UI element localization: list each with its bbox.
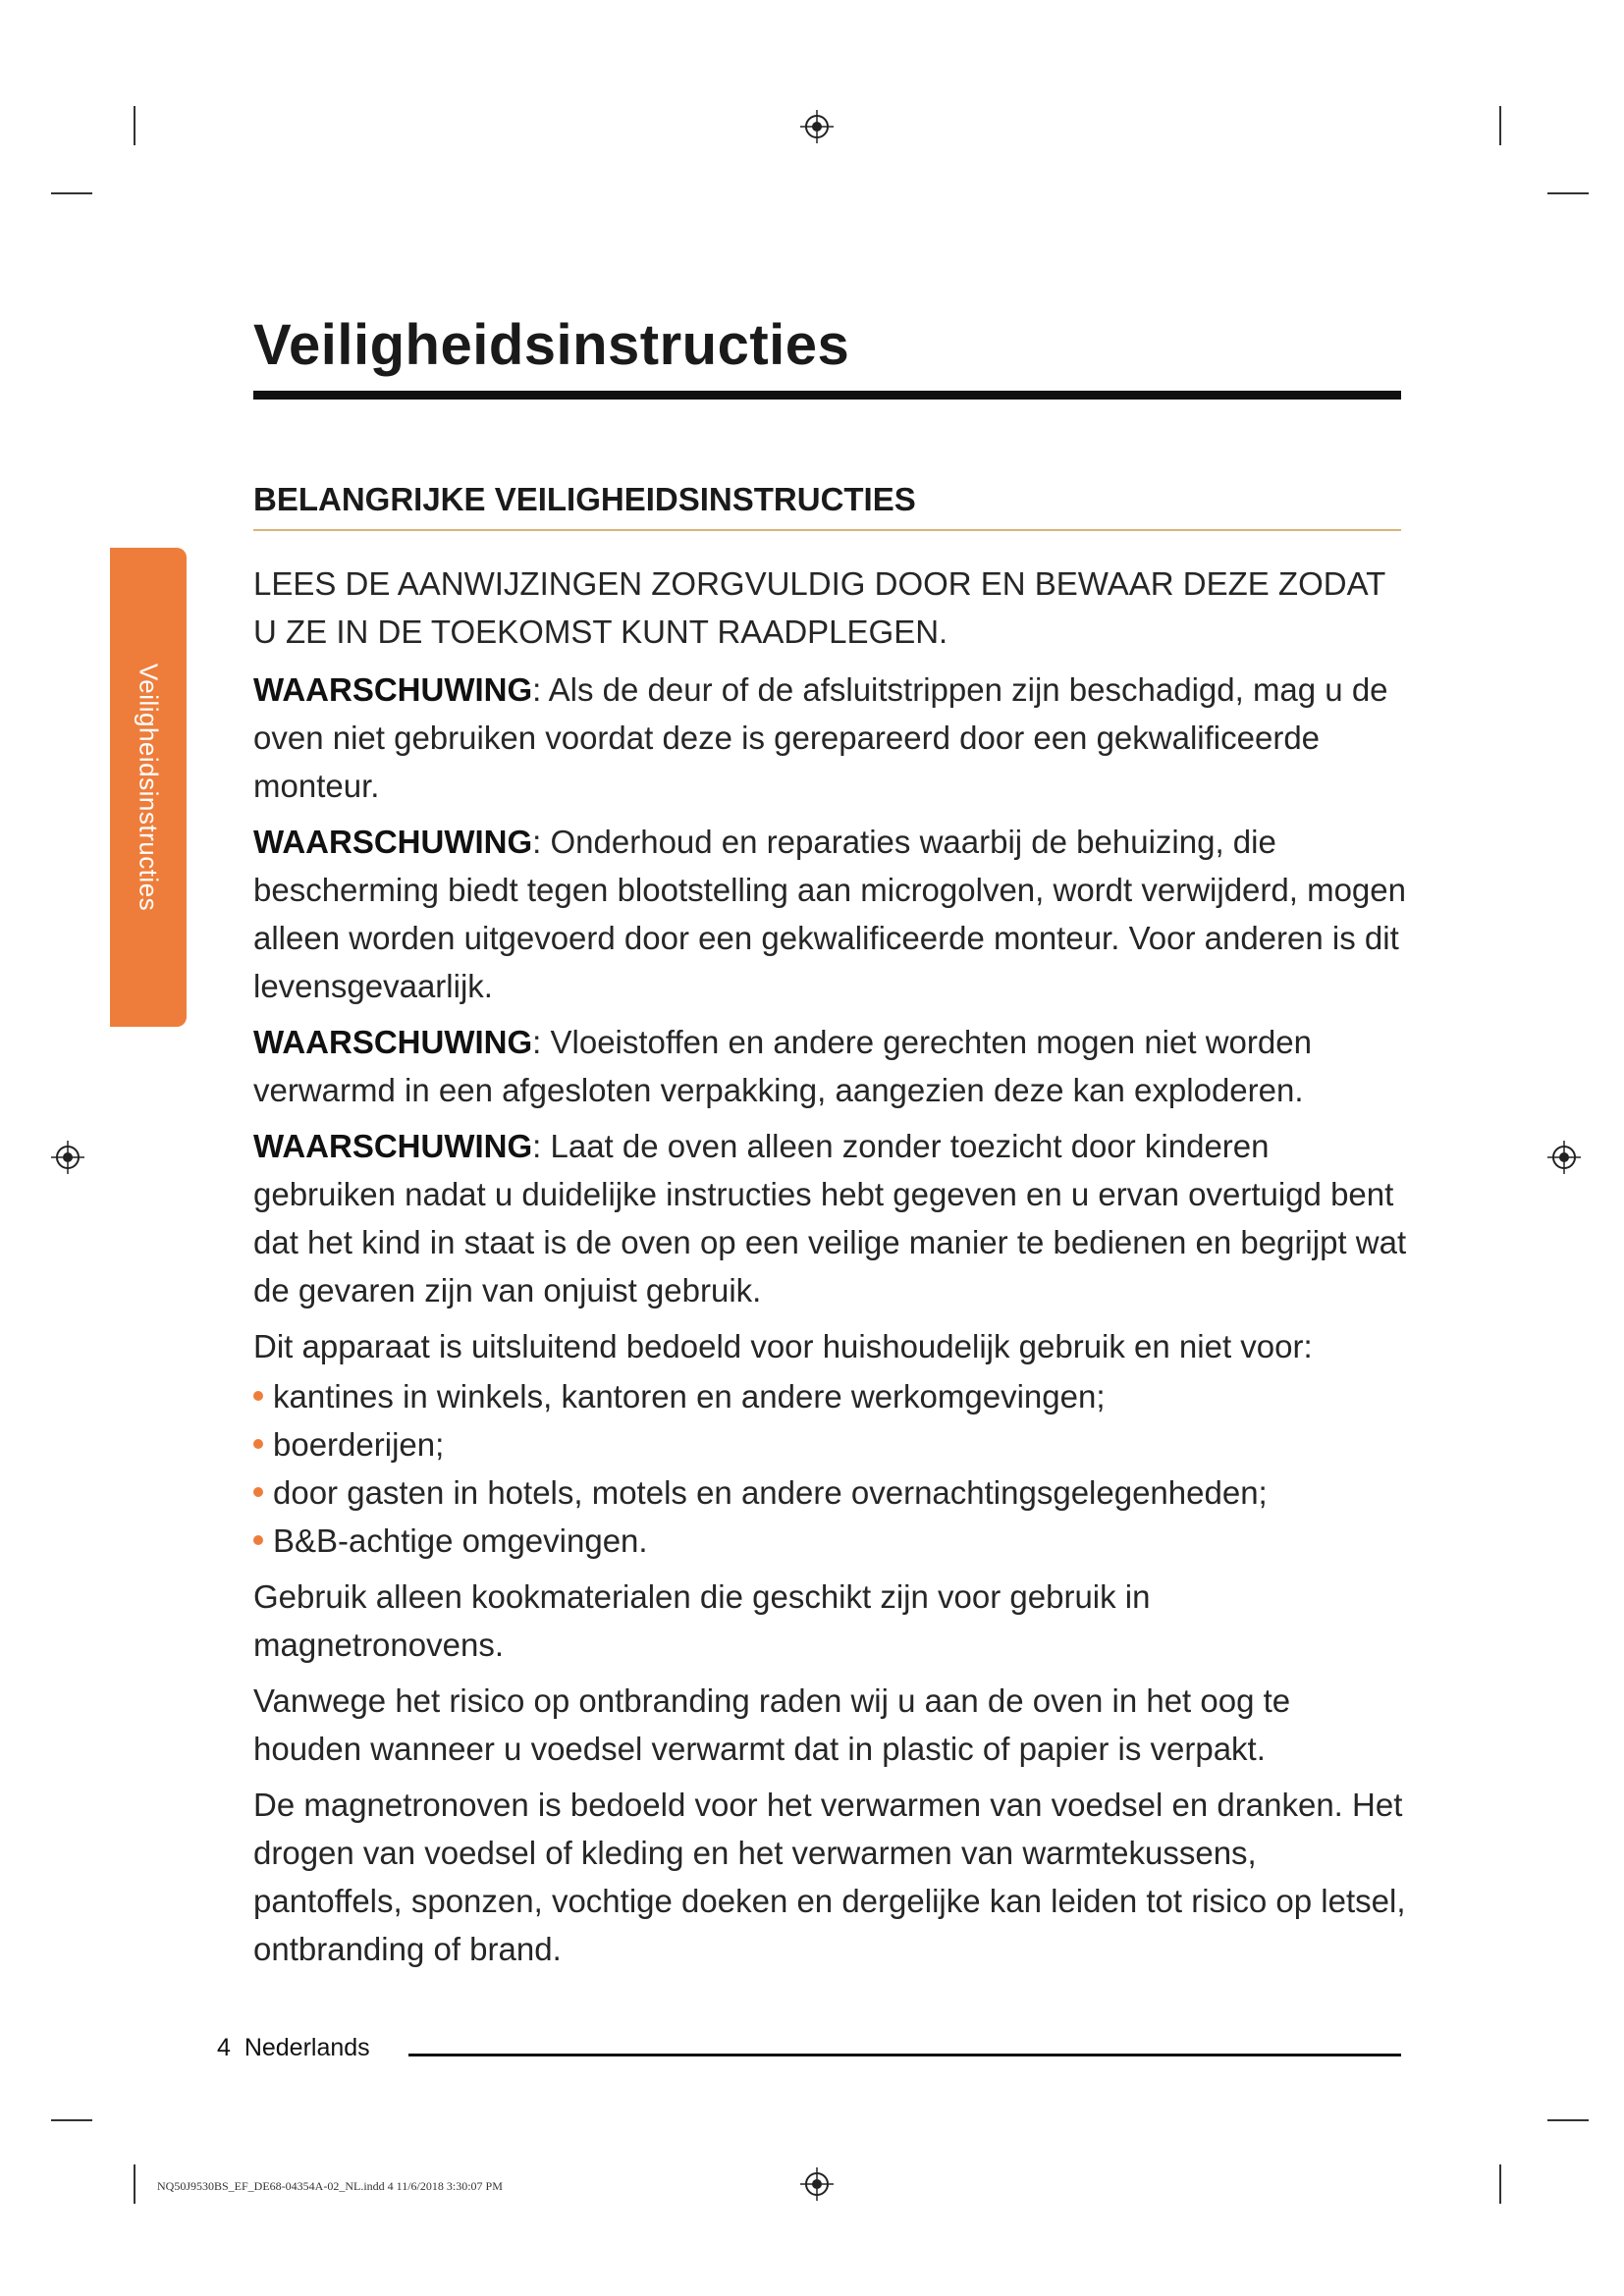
registration-mark-icon — [800, 2167, 834, 2201]
warning-text: : Vloeistoffen en andere gerechten mogen niet worden verwarmd in een afgesloten verpakking, aangezien deze kan exploderen. — [253, 1024, 1312, 1108]
warning-label: WAARSCHUWING — [253, 1024, 533, 1060]
page-number: 4 — [217, 2034, 231, 2061]
body-paragraph: Vanwege het risico op ontbranding raden wij u aan de oven in het oog te houden wanneer u voedsel verwarmt dat in plastic of papier is verpakt. — [253, 1682, 1291, 1767]
usage-intro: Dit apparaat is uitsluitend bedoeld voor huishoudelijk gebruik en niet voor: — [253, 1328, 1313, 1364]
bullet-icon — [253, 1391, 263, 1401]
bullet-icon — [253, 1487, 263, 1497]
page-footer — [217, 2034, 370, 2062]
list-item: door gasten in hotels, motels en andere overnachtingsgelegenheden; — [253, 1468, 1407, 1517]
side-tab-label: Veiligheidsinstructies — [134, 663, 164, 912]
warning-label: WAARSCHUWING — [253, 824, 533, 860]
bullet-icon — [253, 1439, 263, 1449]
warning-paragraph — [253, 1018, 1407, 1114]
body-content — [253, 560, 1407, 1981]
warning-paragraph — [253, 1122, 1407, 1314]
body-paragraph: Gebruik alleen kookmaterialen die geschikt zijn voor gebruik in magnetronovens. — [253, 1578, 1151, 1663]
side-tab — [110, 548, 187, 1027]
list-item: kantines in winkels, kantoren en andere werkomgevingen; — [253, 1372, 1407, 1420]
bullet-icon — [253, 1535, 263, 1545]
body-paragraph: De magnetronoven is bedoeld voor het verwarmen van voedsel en dranken. Het drogen van voedsel of kleding en het verwarmen van warmtekussens, pantoffels, sponzen, vochtige doeken en dergelijke kan leiden tot risico op letsel, ontbranding of brand. — [253, 1787, 1406, 1967]
crop-mark-top-right — [1499, 106, 1501, 145]
page-title: Veiligheidsinstructies — [253, 313, 850, 377]
intro-paragraph: LEES DE AANWIJZINGEN ZORGVULDIG DOOR EN BEWAAR DEZE ZODAT U ZE IN DE TOEKOMST KUNT RAADPLEGEN. — [253, 565, 1385, 650]
crop-mark-top-left — [134, 106, 135, 145]
crop-mark-left-bottom — [51, 2119, 92, 2121]
section-rule — [253, 529, 1401, 531]
footer-language: Nederlands — [244, 2034, 370, 2061]
warning-text: : Laat de oven alleen zonder toezicht door kinderen gebruiken nadat u duidelijke instructies hebt gegeven en u ervan overtuigd bent dat het kind in staat is de oven op een veilige manier te bedienen en begrijpt wat de gevaren zijn van onjuist gebruik. — [253, 1128, 1407, 1308]
crop-mark-left-top — [51, 192, 92, 194]
warning-text: : Als de deur of de afsluitstrippen zijn beschadigd, mag u de oven niet gebruiken voordat deze is gerepareerd door een gekwalificeerde monteur. — [253, 671, 1388, 804]
warning-label: WAARSCHUWING — [253, 671, 533, 708]
crop-mark-bottom-right — [1499, 2164, 1501, 2204]
registration-mark-icon — [1547, 1141, 1581, 1174]
footer-rule — [408, 2054, 1401, 2056]
crop-mark-right-bottom — [1547, 2119, 1589, 2121]
list-item: boerderijen; — [253, 1420, 1407, 1468]
warning-paragraph — [253, 818, 1407, 1010]
warning-text: : Onderhoud en reparaties waarbij de behuizing, die bescherming biedt tegen blootstelling aan microgolven, wordt verwijderd, mogen alleen worden uitgevoerd door een gekwalificeerde monteur. Voor anderen is dit levensgevaarlijk. — [253, 824, 1406, 1004]
section-heading: BELANGRIJKE VEILIGHEIDSINSTRUCTIES — [253, 481, 916, 517]
crop-mark-right-top — [1547, 192, 1589, 194]
registration-mark-icon — [51, 1141, 84, 1174]
warning-label: WAARSCHUWING — [253, 1128, 533, 1164]
title-rule — [253, 391, 1401, 400]
usage-list — [253, 1372, 1407, 1565]
print-slug: NQ50J9530BS_EF_DE68-04354A-02_NL.indd 4 11/6/2018 3:30:07 PM — [157, 2179, 503, 2193]
list-item: B&B-achtige omgevingen. — [253, 1517, 1407, 1565]
crop-mark-bottom-left — [134, 2164, 135, 2204]
registration-mark-icon — [800, 110, 834, 143]
warning-paragraph — [253, 666, 1407, 810]
